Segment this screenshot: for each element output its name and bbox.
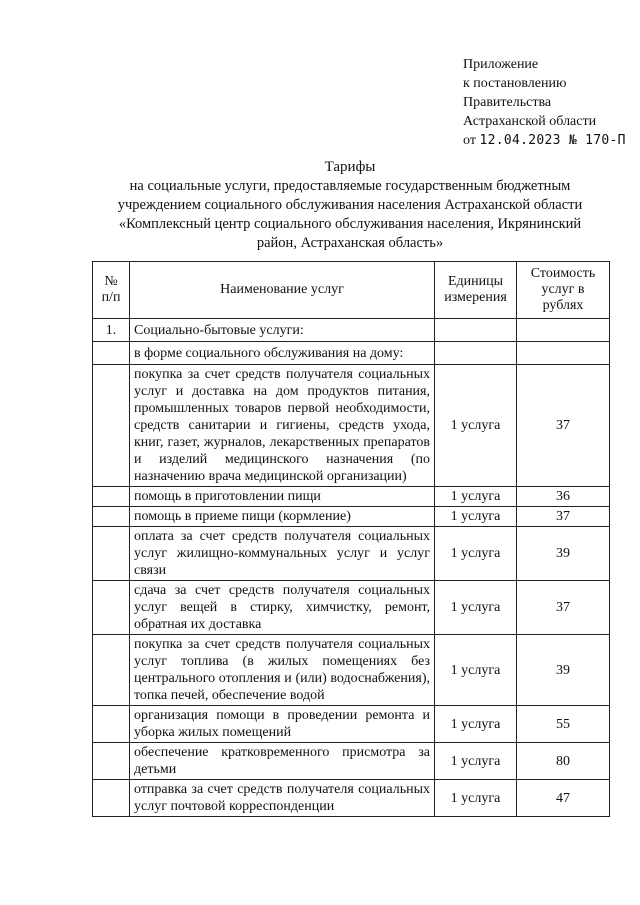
service-price: 55 (517, 706, 610, 743)
row-number-cell (93, 706, 130, 743)
row-number-cell (93, 581, 130, 635)
table-header-row (93, 262, 610, 319)
appendix-date-number: 12.04.2023 № 170-П (479, 133, 626, 148)
service-price: 39 (517, 527, 610, 581)
service-unit: 1 услуга (435, 487, 517, 507)
service-price: 80 (517, 743, 610, 780)
service-name: организация помощи в проведении ремонта и уборка жилых помещений (130, 706, 435, 743)
service-unit: 1 услуга (435, 743, 517, 780)
empty-cell (93, 342, 130, 365)
service-price: 39 (517, 635, 610, 706)
empty-cell (435, 319, 517, 342)
appendix-block (463, 55, 633, 150)
service-name: помощь в приеме пищи (кормление) (130, 507, 435, 527)
service-unit: 1 услуга (435, 365, 517, 487)
service-unit: 1 услуга (435, 581, 517, 635)
row-number-cell (93, 365, 130, 487)
service-name: обеспечение кратковременного присмотра за детьми (130, 743, 435, 780)
appendix-line-4: Астраханской области (463, 114, 597, 129)
document-title (95, 158, 605, 253)
service-price: 37 (517, 365, 610, 487)
title-line-2: на социальные услуги, предоставляемые государственным бюджетным (129, 178, 571, 194)
table-row (93, 706, 610, 743)
empty-cell (435, 342, 517, 365)
appendix-line-1: Приложение (463, 57, 539, 72)
service-name: отправка за счет средств получателя социальных услуг почтовой корреспонденции (130, 780, 435, 817)
service-unit: 1 услуга (435, 507, 517, 527)
subsection-title: в форме социального обслуживания на дому: (130, 342, 435, 365)
title-line-5: район, Астраханская область» (256, 235, 444, 251)
table-row (93, 365, 610, 487)
row-number-cell (93, 527, 130, 581)
title-line-3: учреждением социального обслуживания населения Астраханской области (117, 197, 583, 213)
table-row (93, 507, 610, 527)
service-name: помощь в приготовлении пищи (130, 487, 435, 507)
title-line-4: «Комплексный центр социального обслуживания населения, Икрянинский (118, 216, 582, 232)
table-row (93, 527, 610, 581)
row-number-cell (93, 743, 130, 780)
service-unit: 1 услуга (435, 635, 517, 706)
section-row (93, 319, 610, 342)
tariffs-table (92, 261, 610, 817)
empty-cell (517, 319, 610, 342)
table-row (93, 635, 610, 706)
service-unit: 1 услуга (435, 780, 517, 817)
service-name: покупка за счет средств получателя социальных услуг и доставка на дом продуктов питания, промышленных товаров первой необходимости, средств санитарии и гигиены, средств ухода, книг, газет, журналов, лекарственных препаратов и изделий медицинского назначения (по назначению врача медицинской организации) (130, 365, 435, 487)
table-row (93, 743, 610, 780)
header-name: Наименование услуг (130, 262, 435, 319)
section-title: Социально-бытовые услуги: (130, 319, 435, 342)
service-name: покупка за счет средств получателя социальных услуг топлива (в жилых помещениях без центрального отопления и (или) водоснабжения), топка печей, обеспечение водой (130, 635, 435, 706)
appendix-line-5 (463, 131, 633, 150)
service-unit: 1 услуга (435, 527, 517, 581)
appendix-line-2: к постановлению (463, 76, 567, 91)
table-row (93, 581, 610, 635)
table-row (93, 780, 610, 817)
header-num: № п/п (93, 262, 130, 319)
service-price: 37 (517, 581, 610, 635)
service-name: оплата за счет средств получателя социальных услуг жилищно-коммунальных услуг и услуг связи (130, 527, 435, 581)
row-number-cell (93, 507, 130, 527)
section-number: 1. (93, 319, 130, 342)
service-price: 36 (517, 487, 610, 507)
appendix-line-3: Правительства (463, 95, 552, 110)
appendix-date-prefix: от (463, 133, 476, 148)
service-price: 37 (517, 507, 610, 527)
service-name: сдача за счет средств получателя социальных услуг вещей в стирку, химчистку, ремонт, обратная их доставка (130, 581, 435, 635)
row-number-cell (93, 635, 130, 706)
header-unit: Единицы измерения (435, 262, 517, 319)
subsection-row (93, 342, 610, 365)
row-number-cell (93, 487, 130, 507)
empty-cell (517, 342, 610, 365)
service-unit: 1 услуга (435, 706, 517, 743)
row-number-cell (93, 780, 130, 817)
header-price: Стоимость услуг в рублях (517, 262, 610, 319)
title-main: Тарифы (324, 159, 376, 175)
table-row (93, 487, 610, 507)
service-price: 47 (517, 780, 610, 817)
